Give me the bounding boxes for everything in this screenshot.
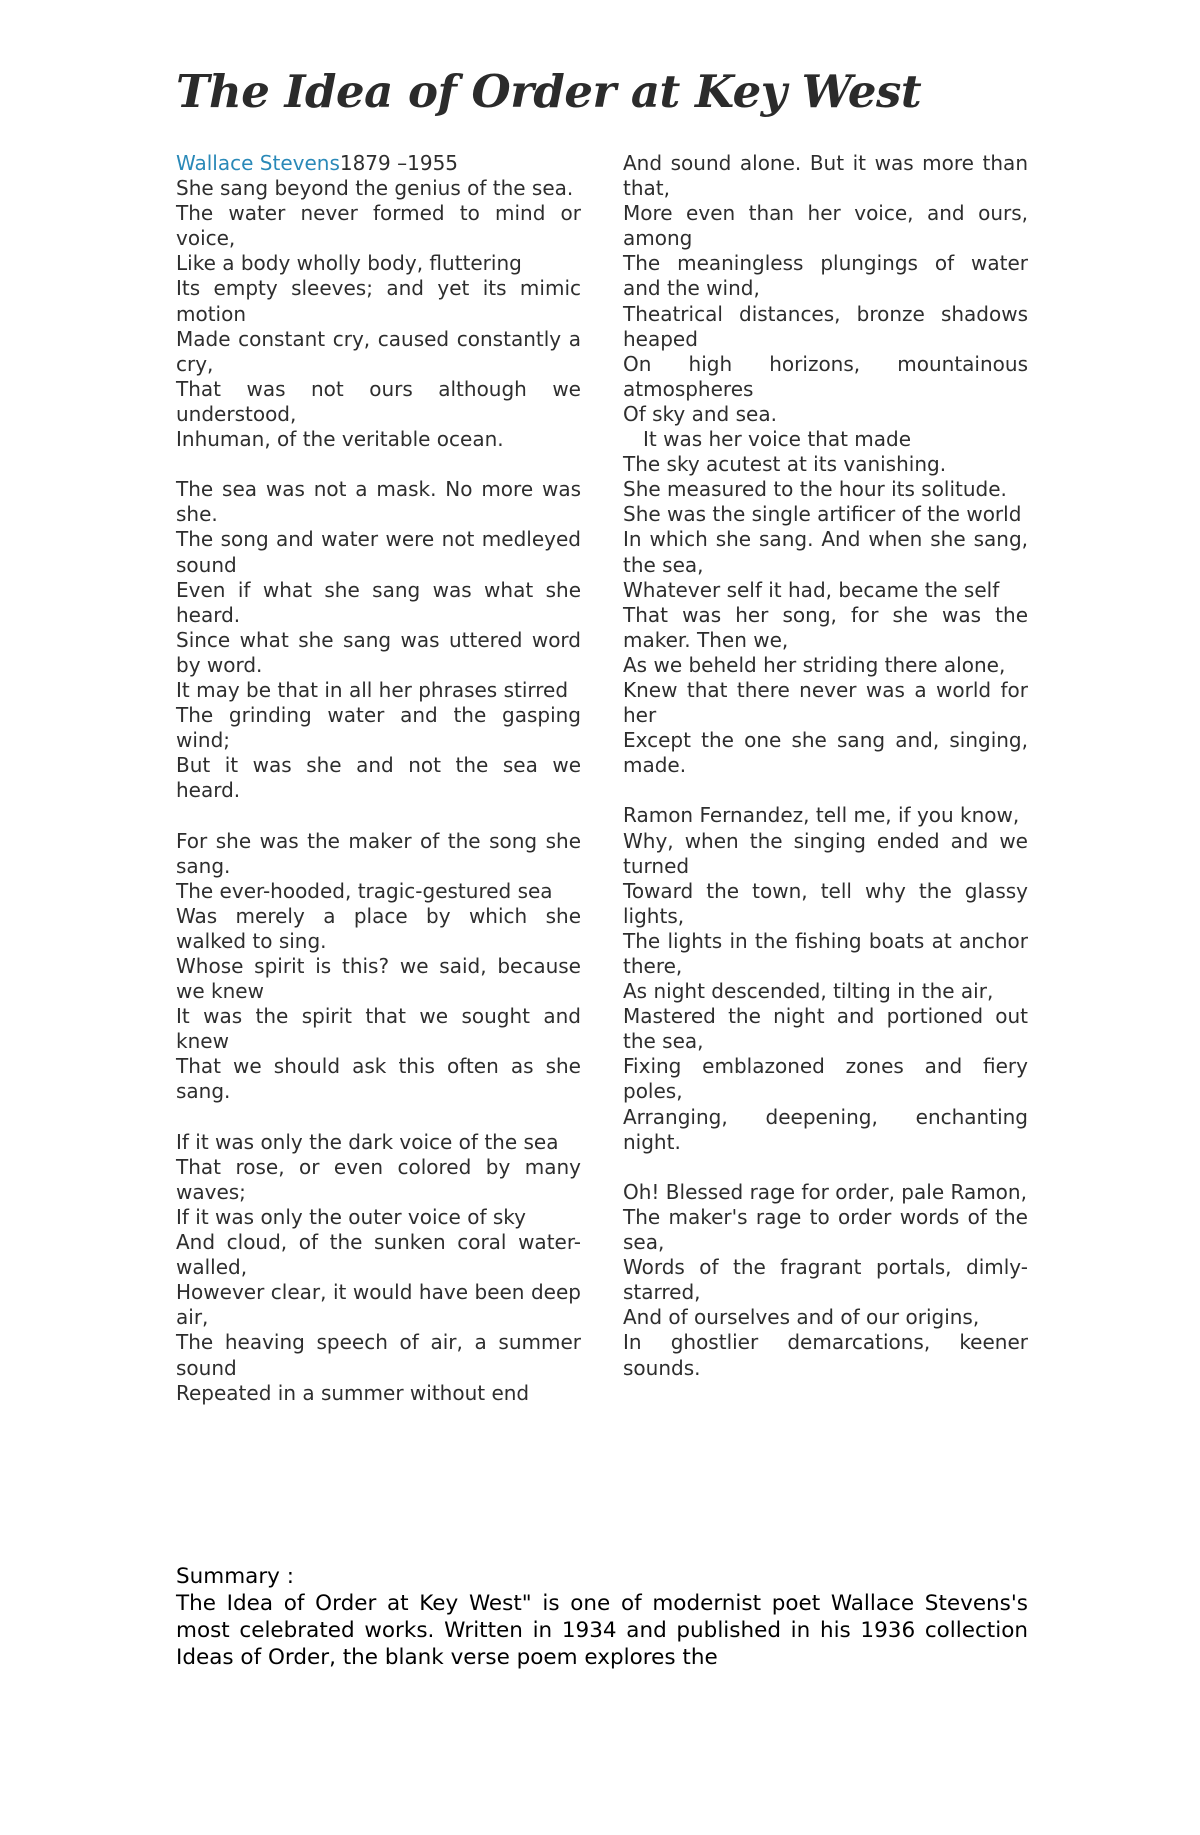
poem-line: Made constant cry, caused constantly a cry, bbox=[176, 326, 581, 376]
poem-line: Of sky and sea. bbox=[623, 401, 777, 426]
stanza-break bbox=[623, 778, 1028, 803]
author-byline bbox=[176, 151, 581, 176]
poem-column-left bbox=[176, 151, 581, 1406]
poem-line: Like a body wholly body, fluttering bbox=[176, 251, 522, 276]
poem-line: Whose spirit is this? we said, because we knew bbox=[176, 954, 581, 1004]
poem-line: She was the single artificer of the world bbox=[623, 502, 1022, 527]
poem-line: It may be that in all her phrases stirred bbox=[176, 677, 569, 702]
poem-line: She measured to the hour its solitude. bbox=[623, 477, 1007, 502]
poem-line: The song and water were not medleyed sound bbox=[176, 527, 581, 577]
poem-line: The sea was not a mask. No more was she. bbox=[176, 477, 581, 527]
poem-column-right bbox=[623, 151, 1028, 1381]
stanza-break bbox=[623, 1155, 1028, 1180]
poem-line: The meaningless plungings of water and the wind, bbox=[623, 251, 1028, 301]
poem-line: In which she sang. And when she sang, the sea, bbox=[623, 527, 1028, 577]
poem-line: Words of the fragrant portals, dimly-starred, bbox=[623, 1255, 1028, 1305]
poem-line: But it was she and not the sea we heard. bbox=[176, 753, 581, 803]
poem-line: Why, when the singing ended and we turned bbox=[623, 828, 1028, 878]
stanza-break bbox=[176, 1105, 581, 1130]
poem-line: She sang beyond the genius of the sea. bbox=[176, 176, 574, 201]
poem-line: And sound alone. But it was more than that, bbox=[623, 151, 1028, 201]
poem-line: That we should ask this often as she sang. bbox=[176, 1054, 581, 1104]
poem-line: Oh! Blessed rage for order, pale Ramon, bbox=[623, 1179, 1027, 1204]
poem-line: And of ourselves and of our origins, bbox=[623, 1305, 980, 1330]
poem-line: That was not ours although we understood, bbox=[176, 376, 581, 426]
poem-title: The Idea of Order at Key West bbox=[176, 65, 922, 118]
poem-line: However clear, it would have been deep air, bbox=[176, 1280, 581, 1330]
poem-line: If it was only the dark voice of the sea bbox=[176, 1129, 559, 1154]
author-dates: 1879 –1955 bbox=[339, 151, 459, 175]
author-link[interactable]: Wallace Stevens bbox=[176, 151, 340, 175]
poem-line: The lights in the fishing boats at anchor there, bbox=[623, 928, 1028, 978]
poem-line: The ever-hooded, tragic-gestured sea bbox=[176, 878, 553, 903]
poem-line: If it was only the outer voice of sky bbox=[176, 1204, 526, 1229]
poem-line: The water never formed to mind or voice, bbox=[176, 201, 581, 251]
poem-line: Since what she sang was uttered word by word. bbox=[176, 627, 581, 677]
poem-line: And cloud, of the sunken coral water-walled, bbox=[176, 1230, 581, 1280]
poem-line: The maker's rage to order words of the sea, bbox=[623, 1204, 1028, 1255]
poem-line: Toward the town, tell why the glassy lights, bbox=[623, 878, 1028, 928]
poem-line: That was her song, for she was the maker. Then we, bbox=[623, 602, 1028, 652]
poem-line: In ghostlier demarcations, keener sounds. bbox=[623, 1330, 1028, 1380]
poem-line: Arranging, deepening, enchanting night. bbox=[623, 1104, 1028, 1154]
summary-section bbox=[176, 1563, 1028, 1671]
poem-line: Was merely a place by which she walked to sing. bbox=[176, 903, 581, 953]
poem-line: Mastered the night and portioned out the sea, bbox=[623, 1004, 1028, 1054]
poem-lines-left bbox=[176, 176, 581, 1406]
poem-lines-right bbox=[623, 151, 1028, 1381]
stanza-break bbox=[176, 452, 581, 477]
poem-line: Fixing emblazoned zones and fiery poles, bbox=[623, 1054, 1028, 1104]
poem-line: The sky acutest at its vanishing. bbox=[623, 452, 947, 477]
poem-line: That rose, or even colored by many waves; bbox=[176, 1154, 581, 1204]
poem-line: Theatrical distances, bronze shadows heaped bbox=[623, 301, 1028, 351]
poem-line: As night descended, tilting in the air, bbox=[623, 979, 994, 1004]
poem-line: Knew that there never was a world for her bbox=[623, 677, 1028, 728]
poem-line: On high horizons, mountainous atmospheres bbox=[623, 351, 1028, 401]
poem-line: The heaving speech of air, a summer sound bbox=[176, 1330, 581, 1380]
poem-line: It was the spirit that we sought and knew bbox=[176, 1004, 581, 1054]
poem-line: As we beheld her striding there alone, bbox=[623, 652, 1006, 677]
poem-line: It was her voice that made bbox=[643, 427, 912, 452]
poem-line: Its empty sleeves; and yet its mimic motion bbox=[176, 276, 581, 326]
poem-line: Whatever self it had, became the self bbox=[623, 577, 1000, 602]
poem-line: More even than her voice, and ours, among bbox=[623, 201, 1028, 251]
poem-line: Repeated in a summer without end bbox=[176, 1380, 530, 1405]
poem-line: Ramon Fernandez, tell me, if you know, bbox=[623, 803, 1020, 828]
stanza-break bbox=[176, 803, 581, 828]
poem-line: Even if what she sang was what she heard. bbox=[176, 577, 581, 627]
poem-line: The grinding water and the gasping wind; bbox=[176, 703, 581, 753]
poem-line: For she was the maker of the song she sang. bbox=[176, 828, 581, 878]
summary-heading: Summary : bbox=[176, 1564, 294, 1589]
poem-line: Except the one she sang and, singing, made. bbox=[623, 728, 1028, 778]
summary-text: The Idea of Order at Key West" is one of modernist poet Wallace Stevens's most celebrated works. Written in 1934 and published in his 1936 collection Ideas of Order, the blank verse poem explores the bbox=[176, 1591, 1028, 1670]
poem-line: Inhuman, of the veritable ocean. bbox=[176, 427, 504, 452]
